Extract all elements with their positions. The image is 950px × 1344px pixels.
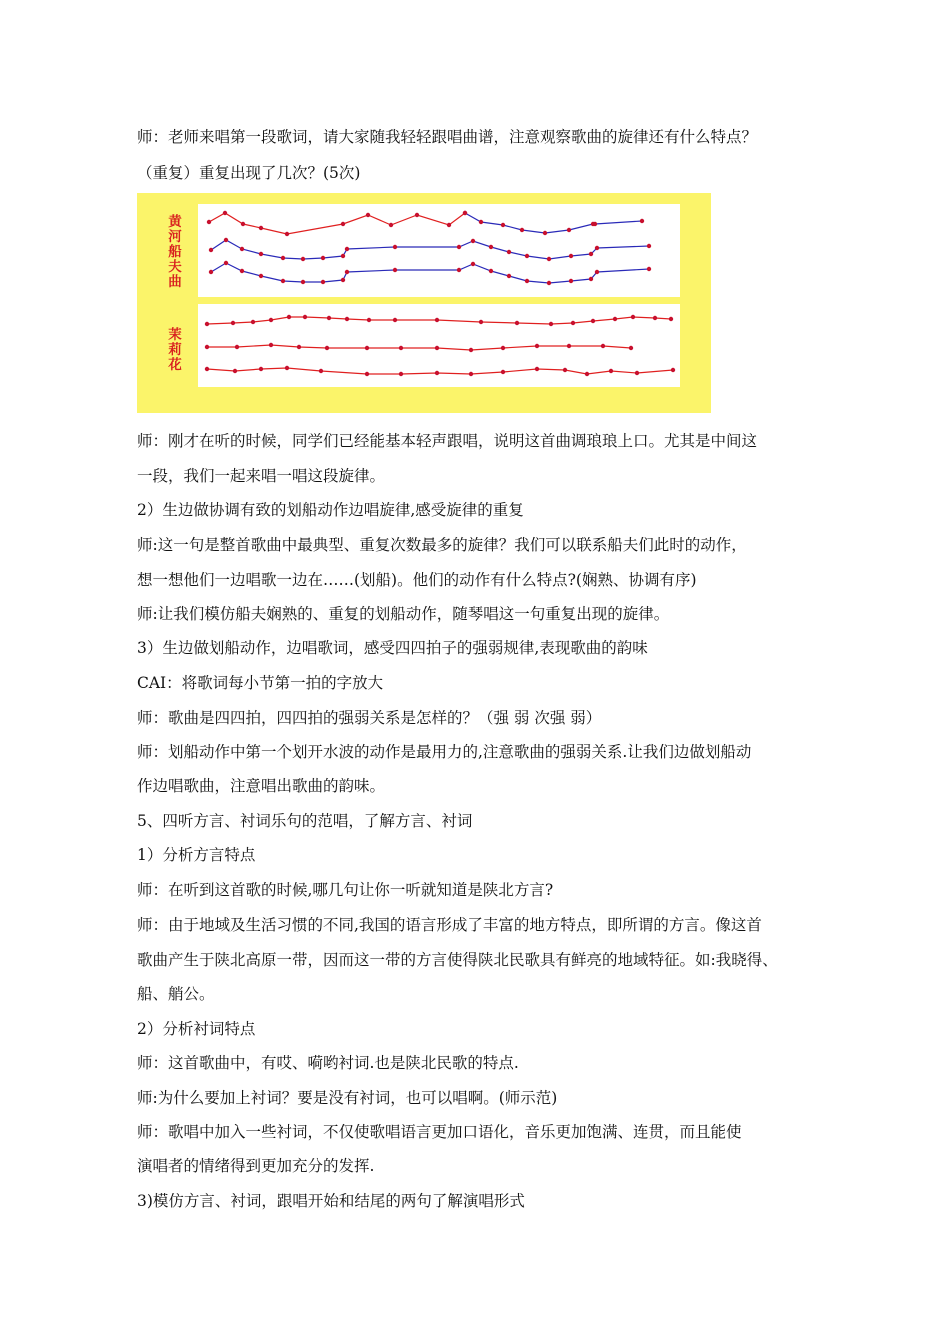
huanghe-contour-row3 [211, 263, 649, 283]
contour-dot [469, 372, 473, 376]
contour-dot [399, 346, 403, 350]
paragraph-line: 师：由于地域及生活习惯的不同,我国的语言形成了丰富的地方特点，即所谓的方言。像这首 [137, 916, 762, 934]
paragraph-line: 师：老师来唱第一段歌词，请大家随我轻轻跟唱曲谱，注意观察歌曲的旋律还有什么特点？ [137, 128, 758, 146]
contour-dot [595, 270, 599, 274]
contour-dot [365, 372, 369, 376]
paragraph-line: 2）生边做协调有致的划船动作边唱旋律,感受旋律的重复 [137, 501, 524, 519]
contour-dot [585, 372, 589, 376]
contour-dot [241, 222, 245, 226]
paragraph-line: 想一想他们一边唱歌一边在……(划船)。他们的动作有什么特点?(娴熟、协调有序) [137, 571, 697, 589]
contour-dot [231, 321, 235, 325]
contour-dot [435, 371, 439, 375]
contour-dot [520, 228, 524, 232]
paragraph-line: 船、艄公。 [137, 985, 215, 1003]
contour-dot [415, 213, 419, 217]
contour-dot [269, 343, 273, 347]
paragraph-line: 2）分析衬词特点 [137, 1020, 256, 1038]
contour-dot [345, 317, 349, 321]
contour-dot [569, 279, 573, 283]
contour-dot [469, 348, 473, 352]
contour-dot [259, 274, 263, 278]
contour-dot [589, 252, 593, 256]
contour-dot [389, 223, 393, 227]
contour-dot [259, 252, 263, 256]
contour-dot [341, 222, 345, 226]
huanghe-contour-red [209, 213, 465, 234]
contour-dot [287, 315, 291, 319]
contour-dot [569, 254, 573, 258]
contour-dot [240, 247, 244, 251]
contour-dot [653, 316, 657, 320]
contour-dot [341, 254, 345, 258]
contour-dot [535, 367, 539, 371]
paragraph-line: 师:这一句是整首歌曲中最典型、重复次数最多的旋律？我们可以联系船夫们此时的动作， [137, 536, 747, 554]
contour-dot [535, 344, 539, 348]
contour-dot [647, 267, 651, 271]
paragraph-line: 一段，我们一起来唱一唱这段旋律。 [137, 467, 386, 485]
contour-dot [325, 346, 329, 350]
contour-dot [301, 257, 305, 261]
contour-dot [479, 320, 483, 324]
contour-dot [501, 370, 505, 374]
contour-dot [393, 245, 397, 249]
contour-dot [365, 346, 369, 350]
contour-dot [457, 268, 461, 272]
contour-dot [233, 369, 237, 373]
contour-dot [240, 269, 244, 273]
contour-dot [463, 211, 467, 215]
contour-dot [303, 315, 307, 319]
contour-dot [435, 318, 439, 322]
contour-dot [207, 220, 211, 224]
contour-dot [457, 245, 461, 249]
contour-dot [613, 317, 617, 321]
contour-dot [671, 368, 675, 372]
contour-dot [393, 268, 397, 272]
contour-dot [479, 220, 483, 224]
contour-dot [281, 279, 285, 283]
contour-dot [609, 369, 613, 373]
contour-dot [224, 238, 228, 242]
molihua-contour-row3 [207, 368, 673, 374]
contour-dot [269, 318, 273, 322]
contour-dot [205, 367, 209, 371]
contour-dot [281, 256, 285, 260]
contour-dot [366, 213, 370, 217]
contour-dot [301, 280, 305, 284]
contour-dot [205, 322, 209, 326]
huanghe-label: 黄 河 船 夫 曲 [168, 214, 182, 290]
paragraph-line: 演唱者的情绪得到更加充分的发挥. [137, 1157, 375, 1175]
contour-dot [367, 318, 371, 322]
contour-dot [471, 262, 475, 266]
contour-dot [669, 317, 673, 321]
contour-dot [321, 280, 325, 284]
contour-dot [640, 219, 644, 223]
paragraph-line: 师：在听到这首歌的时候,哪几句让你一听就知道是陕北方言? [137, 881, 554, 899]
contour-dot [209, 248, 213, 252]
contour-dot [205, 345, 209, 349]
paragraph-line: 师：歌唱中加入一些衬词，不仅使歌唱语言更加口语化，音乐更加饱满、连贯，而且能使 [137, 1123, 742, 1141]
contour-dot [235, 345, 239, 349]
contour-dot [224, 261, 228, 265]
contour-dot [525, 279, 529, 283]
contour-dot [285, 232, 289, 236]
contour-dot [345, 247, 349, 251]
huanghe-contour-blue [465, 213, 642, 233]
contour-dot [501, 223, 505, 227]
contour-dot [543, 231, 547, 235]
contour-dot [399, 372, 403, 376]
contour-dot [567, 344, 571, 348]
contour-dot [507, 250, 511, 254]
melody-contour-figure [137, 193, 711, 413]
contour-dot [471, 239, 475, 243]
contour-dot [595, 246, 599, 250]
contour-dot [647, 244, 651, 248]
contour-dot [547, 281, 551, 285]
paragraph-line: 师：划船动作中第一个划开水波的动作是最用力的,注意歌曲的强弱关系.让我们边做划船动 [137, 743, 752, 761]
paragraph-line: 作边唱歌曲，注意唱出歌曲的韵味。 [137, 777, 386, 795]
contour-dot [571, 321, 575, 325]
paragraph-line: 3）生边做划船动作，边唱歌词，感受四四拍子的强弱规律,表现歌曲的韵味 [137, 639, 648, 657]
contour-dot [629, 346, 633, 350]
contour-dot [507, 274, 511, 278]
contour-dot [435, 346, 439, 350]
contour-dot [447, 223, 451, 227]
huanghe-contour-row2 [211, 240, 649, 259]
paragraph-line: CAI：将歌词每小节第一拍的字放大 [137, 674, 384, 692]
contour-dot [223, 211, 227, 215]
contour-dot [547, 257, 551, 261]
contour-dot [501, 346, 505, 350]
paragraph-line: 1）分析方言特点 [137, 846, 256, 864]
contour-dot [593, 222, 597, 226]
contour-dot [251, 320, 255, 324]
paragraph-line: （重复）重复出现了几次？(5次) [137, 164, 361, 182]
contour-dot [345, 270, 349, 274]
contour-dot [321, 256, 325, 260]
contour-dot [319, 369, 323, 373]
contour-dot [591, 319, 595, 323]
contour-dot [489, 269, 493, 273]
contour-dot [601, 344, 605, 348]
contour-dot [259, 367, 263, 371]
paragraph-line: 5、四听方言、衬词乐句的范唱，了解方言、衬词 [137, 812, 473, 830]
contour-dot [549, 322, 553, 326]
paragraph-line: 师：这首歌曲中，有哎、嗬哟衬词.也是陕北民歌的特点. [137, 1054, 519, 1072]
paragraph-line: 师：歌曲是四四拍，四四拍的强弱关系是怎样的？（强 弱 次强 弱） [137, 709, 602, 727]
molihua-label: 茉 莉 花 [168, 327, 182, 373]
contour-dot [209, 270, 213, 274]
paragraph-line: 3)模仿方言、衬词，跟唱开始和结尾的两句了解演唱形式 [137, 1192, 525, 1210]
contour-dot [297, 345, 301, 349]
contour-dot [327, 316, 331, 320]
paragraph-line: 师:为什么要加上衬词？要是没有衬词，也可以唱啊。(师示范) [137, 1089, 558, 1107]
contour-dot [489, 245, 493, 249]
contour-dot [341, 278, 345, 282]
paragraph-line: 师:让我们模仿船夫娴熟的、重复的划船动作，随琴唱这一句重复出现的旋律。 [137, 605, 670, 623]
contour-dot [259, 226, 263, 230]
contour-dot [515, 321, 519, 325]
contour-dot [631, 315, 635, 319]
contour-dot [393, 318, 397, 322]
paragraph-line: 歌曲产生于陕北高原一带，因而这一带的方言使得陕北民歌具有鲜亮的地域特征。如:我晓得、 [137, 951, 778, 969]
paragraph-line: 师：刚才在听的时候，同学们已经能基本轻声跟唱，说明这首曲调琅琅上口。尤其是中间这 [137, 432, 758, 450]
contour-dot [635, 371, 639, 375]
contour-dot [525, 254, 529, 258]
contour-dot [589, 277, 593, 281]
contour-dot [563, 368, 567, 372]
contour-dot [567, 228, 571, 232]
contour-dot [285, 366, 289, 370]
melody-contour-lines [137, 193, 711, 413]
